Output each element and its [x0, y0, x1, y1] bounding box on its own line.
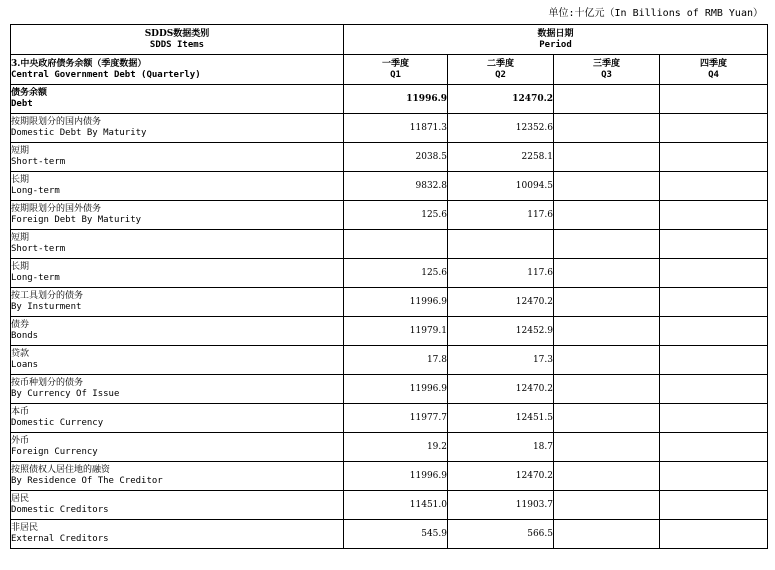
row-label-cn: 本币 [11, 407, 30, 417]
quarter-q4-cn: 四季度 [700, 58, 728, 69]
row-label [11, 259, 344, 288]
row-label [11, 375, 344, 404]
section-title-cn: 3.中央政府债务余额（季度数据） [11, 58, 147, 69]
cell-q2: 12470.2 [448, 288, 554, 317]
cell-q1: 11996.9 [344, 462, 448, 491]
row-label-en: Bonds [11, 331, 39, 341]
row-label-cn: 长期 [11, 262, 30, 272]
row-label-cn: 债务余额 [11, 88, 48, 98]
row-label-en: Long-term [11, 273, 60, 283]
row-label-en: Domestic Debt By Maturity [11, 128, 147, 138]
table-row [11, 346, 768, 375]
quarter-q1-cn: 一季度 [381, 58, 409, 69]
cell-q1: 11996.9 [344, 375, 448, 404]
row-label-cn: 外币 [11, 436, 30, 446]
section-title [11, 55, 344, 85]
cell-q4 [660, 491, 768, 520]
row-label-en: By Currency Of Issue [11, 389, 120, 399]
cell-q4 [660, 346, 768, 375]
cell-q4 [660, 172, 768, 201]
row-label-cn: 债券 [11, 320, 30, 330]
section-title-en: Central Government Debt (Quarterly) [11, 69, 201, 80]
cell-q2: 11903.7 [448, 491, 554, 520]
cell-q3 [554, 259, 660, 288]
cell-q2 [448, 230, 554, 259]
table-row [11, 375, 768, 404]
cell-q4 [660, 85, 768, 114]
row-label-cn: 按期限划分的国外债务 [11, 204, 102, 214]
row-label [11, 491, 344, 520]
cell-q4 [660, 404, 768, 433]
table-row [11, 230, 768, 259]
row-label [11, 114, 344, 143]
cell-q3 [554, 404, 660, 433]
cell-q2: 12452.9 [448, 317, 554, 346]
row-label-cn: 按币种划分的债务 [11, 378, 84, 388]
cell-q3 [554, 114, 660, 143]
table-row [11, 143, 768, 172]
quarter-header-q3 [554, 55, 660, 85]
table-row [11, 85, 768, 114]
cell-q2: 12352.6 [448, 114, 554, 143]
header-row-items [11, 25, 768, 55]
cell-q4 [660, 462, 768, 491]
cell-q3 [554, 143, 660, 172]
row-label [11, 172, 344, 201]
period-header-en: Period [539, 39, 572, 50]
quarter-header-q1 [344, 55, 448, 85]
row-label [11, 85, 344, 114]
cell-q1: 125.6 [344, 259, 448, 288]
row-label-cn: 短期 [11, 233, 30, 243]
row-label [11, 317, 344, 346]
row-label-en: Short-term [11, 244, 66, 254]
quarter-q1-en: Q1 [390, 69, 401, 80]
quarter-q3-cn: 三季度 [592, 58, 620, 69]
table-row [11, 404, 768, 433]
row-label [11, 462, 344, 491]
quarter-header-q2 [448, 55, 554, 85]
table-row [11, 462, 768, 491]
cell-q2: 12451.5 [448, 404, 554, 433]
table-row [11, 201, 768, 230]
row-label-en: Foreign Currency [11, 447, 98, 457]
quarter-q2-cn: 二季度 [486, 58, 514, 69]
row-label-cn: 按照债权人居住地的融资 [11, 465, 111, 475]
period-header [344, 25, 768, 55]
cell-q4 [660, 259, 768, 288]
row-label-en: Short-term [11, 157, 66, 167]
row-label-en: By Insturment [11, 302, 82, 312]
cell-q1: 125.6 [344, 201, 448, 230]
cell-q3 [554, 462, 660, 491]
cell-q2: 117.6 [448, 259, 554, 288]
cell-q2: 10094.5 [448, 172, 554, 201]
cell-q2: 18.7 [448, 433, 554, 462]
row-label-en: Long-term [11, 186, 60, 196]
cell-q4 [660, 230, 768, 259]
row-label-en: By Residence Of The Creditor [11, 476, 163, 486]
unit-label: 单位:十亿元（In Billions of RMB Yuan） [548, 8, 763, 19]
cell-q4 [660, 375, 768, 404]
cell-q2: 12470.2 [448, 85, 554, 114]
cell-q4 [660, 433, 768, 462]
quarter-q2-en: Q2 [495, 69, 506, 80]
header-row-quarters [11, 55, 768, 85]
cell-q4 [660, 520, 768, 549]
cell-q1: 11871.3 [344, 114, 448, 143]
row-label-en: Foreign Debt By Maturity [11, 215, 142, 225]
row-label-cn: 短期 [11, 146, 30, 156]
table-row [11, 114, 768, 143]
row-label-en: Domestic Currency [11, 418, 104, 428]
row-label-cn: 贷款 [11, 349, 30, 359]
quarter-header-q4 [660, 55, 768, 85]
row-label-en: External Creditors [11, 534, 109, 544]
items-header [11, 25, 344, 55]
row-label-cn: 长期 [11, 175, 30, 185]
cell-q2: 117.6 [448, 201, 554, 230]
items-header-cn: SDDS数据类别 [144, 28, 210, 39]
cell-q1: 545.9 [344, 520, 448, 549]
table-row [11, 317, 768, 346]
row-label [11, 230, 344, 259]
cell-q4 [660, 114, 768, 143]
cell-q3 [554, 520, 660, 549]
table-row [11, 433, 768, 462]
row-label [11, 433, 344, 462]
cell-q1: 17.8 [344, 346, 448, 375]
cell-q1: 19.2 [344, 433, 448, 462]
table-row [11, 491, 768, 520]
table-row [11, 520, 768, 549]
row-label [11, 346, 344, 375]
cell-q2: 566.5 [448, 520, 554, 549]
cell-q3 [554, 433, 660, 462]
table-row [11, 259, 768, 288]
cell-q3 [554, 288, 660, 317]
row-label-en: Domestic Creditors [11, 505, 109, 515]
row-label-cn: 按期限划分的国内债务 [11, 117, 102, 127]
cell-q1: 11996.9 [344, 288, 448, 317]
sdds-table [10, 24, 768, 549]
row-label-cn: 非居民 [11, 523, 39, 533]
cell-q3 [554, 375, 660, 404]
row-label-cn: 按工具划分的债务 [11, 291, 84, 301]
cell-q3 [554, 201, 660, 230]
table-row [11, 288, 768, 317]
quarter-q3-en: Q3 [601, 69, 612, 80]
cell-q2: 17.3 [448, 346, 554, 375]
row-label-cn: 居民 [11, 494, 30, 504]
table-row [11, 172, 768, 201]
cell-q1: 9832.8 [344, 172, 448, 201]
row-label [11, 143, 344, 172]
cell-q3 [554, 491, 660, 520]
cell-q3 [554, 85, 660, 114]
items-header-en: SDDS Items [149, 39, 205, 50]
cell-q1: 11977.7 [344, 404, 448, 433]
cell-q1: 11451.0 [344, 491, 448, 520]
cell-q2: 12470.2 [448, 462, 554, 491]
row-label [11, 404, 344, 433]
cell-q3 [554, 317, 660, 346]
quarter-q4-en: Q4 [708, 69, 719, 80]
row-label [11, 288, 344, 317]
row-label [11, 520, 344, 549]
cell-q4 [660, 288, 768, 317]
cell-q2: 2258.1 [448, 143, 554, 172]
cell-q4 [660, 143, 768, 172]
period-header-cn: 数据日期 [537, 28, 574, 39]
cell-q1: 11979.1 [344, 317, 448, 346]
row-label-en: Debt [11, 99, 33, 109]
cell-q2: 12470.2 [448, 375, 554, 404]
row-label [11, 201, 344, 230]
row-label-en: Loans [11, 360, 39, 370]
cell-q1: 2038.5 [344, 143, 448, 172]
cell-q4 [660, 317, 768, 346]
cell-q3 [554, 172, 660, 201]
cell-q3 [554, 230, 660, 259]
cell-q1: 11996.9 [344, 85, 448, 114]
cell-q1 [344, 230, 448, 259]
cell-q4 [660, 201, 768, 230]
cell-q3 [554, 346, 660, 375]
